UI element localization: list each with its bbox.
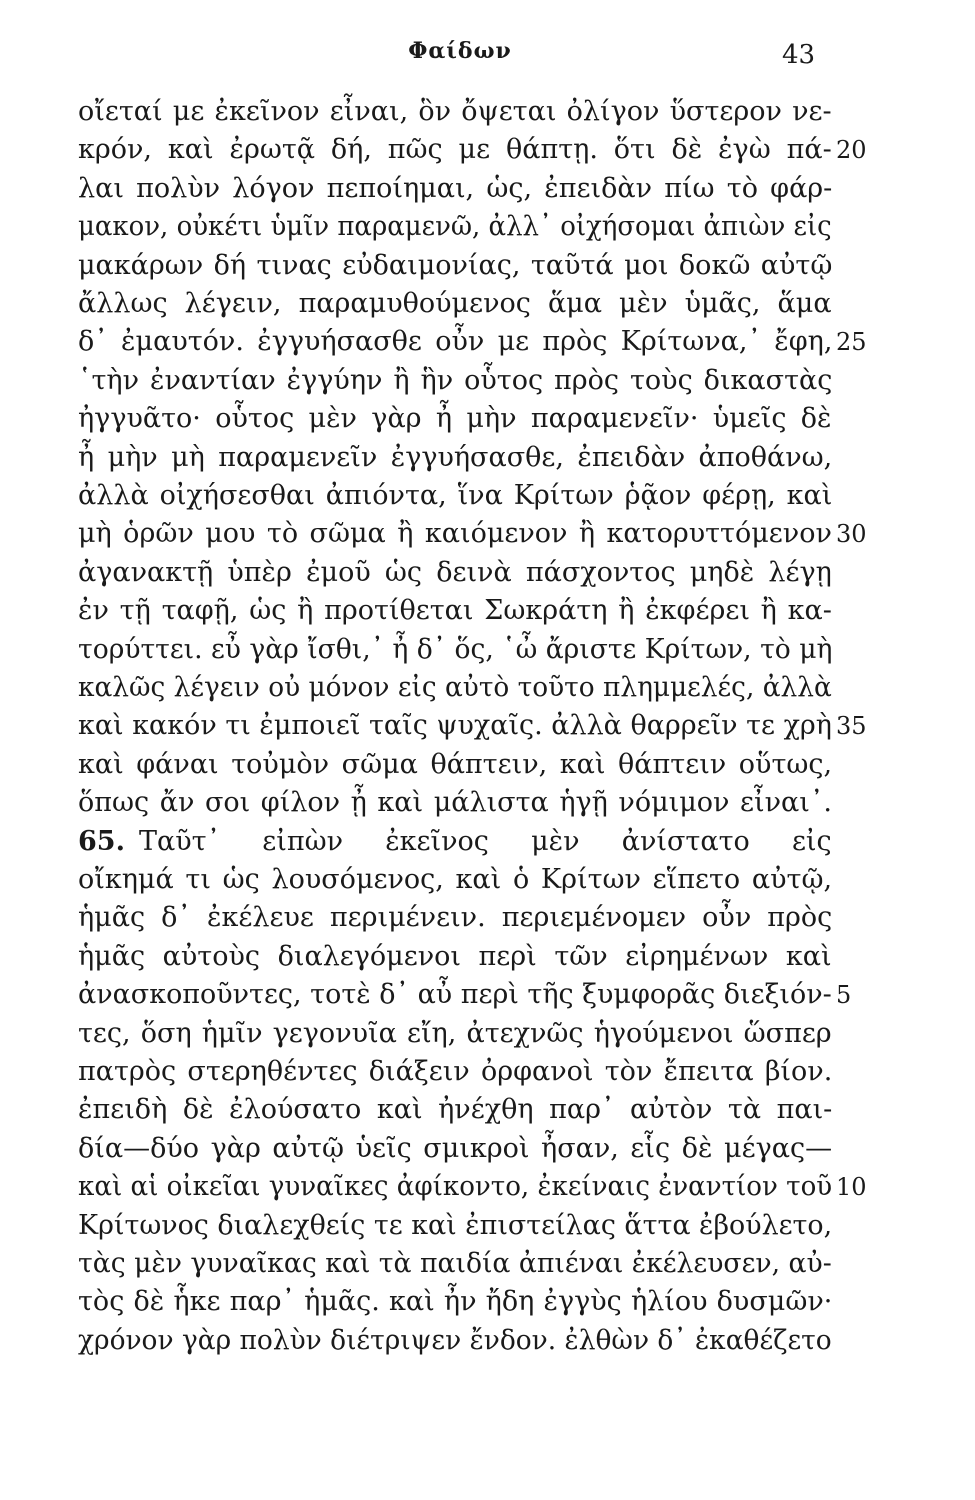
line-text: πατρὸς στερηθέντες διάξειν ὀρφανοὶ τὸν ἔπειτα βίον. xyxy=(78,1056,833,1087)
line-text: χρόνον γὰρ πολὺν διέτριψεν ἔνδον. ἐλθὼν δ᾽ ἐκαθέζετο xyxy=(78,1325,832,1356)
line-text: ἀνασκοποῦντες, τοτὲ δ᾽ αὖ περὶ τῆς ξυμφορᾶς διεξιόν- xyxy=(78,979,832,1010)
text-line xyxy=(78,288,832,320)
line-text: δία—δύο γὰρ αὐτῷ ὑεῖς σμικροὶ ἦσαν, εἷς δὲ μέγας— xyxy=(78,1133,833,1164)
line-text: τὸς δὲ ἧκε παρ᾽ ἡμᾶς. καὶ ἦν ἤδη ἐγγὺς ἡλίου δυσμῶν· xyxy=(78,1286,833,1317)
line-text: μακάρων δή τινας εὐδαιμονίας, ταῦτά μοι δοκῶ αὐτῷ xyxy=(78,250,833,281)
text-line xyxy=(78,902,832,934)
line-text: καὶ αἱ οἰκεῖαι γυναῖκες ἀφίκοντο, ἐκείναις ἐναντίον τοῦ xyxy=(78,1171,833,1202)
line-text: τες, ὅση ἡμῖν γεγονυῖα εἴη, ἀτεχνῶς ἡγούμενοι ὥσπερ xyxy=(78,1018,832,1049)
line-text: μὴ ὁρῶν μου τὸ σῶμα ἢ καιόμενον ἢ κατορυττόμενον xyxy=(78,518,832,549)
text-line xyxy=(78,710,832,742)
line-text: οἴεταί με ἐκεῖνον εἶναι, ὃν ὄψεται ὀλίγον ὕστερον νε- xyxy=(78,96,832,127)
text-line xyxy=(78,442,832,474)
line-text: τὰς μὲν γυναῖκας καὶ τὰ παιδία ἀπιέναι ἐκέλευσεν, αὐ- xyxy=(78,1248,832,1279)
text-line xyxy=(78,134,832,166)
text-line xyxy=(78,1210,832,1242)
margin-line-number: 35 xyxy=(836,712,867,740)
margin-line-number: 20 xyxy=(836,136,867,164)
text-line xyxy=(78,211,832,243)
running-header-title: Φαίδων xyxy=(408,38,512,64)
text-line xyxy=(78,826,832,858)
line-text: ἄλλως λέγειν, παραμυθούμενος ἅμα μὲν ὑμᾶς, ἅμα xyxy=(78,288,832,319)
page-number: 43 xyxy=(782,40,816,70)
line-text: ἐν τῇ ταφῇ, ὡς ἢ προτίθεται Σωκράτη ἢ ἐκφέρει ἢ κα- xyxy=(78,595,832,626)
text-line xyxy=(78,1056,832,1088)
text-line xyxy=(78,365,832,397)
text-line xyxy=(78,1133,832,1165)
text-line xyxy=(78,595,832,627)
text-line xyxy=(78,518,832,550)
margin-line-number: 30 xyxy=(836,520,867,548)
text-line xyxy=(78,749,832,781)
text-line xyxy=(78,1325,832,1357)
text-line xyxy=(78,1018,832,1050)
text-line xyxy=(78,1248,832,1280)
line-text: ῾τὴν ἐναντίαν ἐγγύην ἢ ἣν οὗτος πρὸς τοὺς δικαστὰς xyxy=(78,365,833,396)
line-text: οἴκημά τι ὡς λουσόμενος, καὶ ὁ Κρίτων εἵπετο αὐτῷ, xyxy=(78,864,833,895)
margin-line-number: 5 xyxy=(836,981,852,1009)
line-text: καλῶς λέγειν οὐ μόνον εἰς αὐτὸ τοῦτο πλημμελές, ἀλλὰ xyxy=(78,672,832,703)
section-number: 65. xyxy=(78,826,125,857)
text-line xyxy=(78,480,832,512)
line-text: ὅπως ἄν σοι φίλον ᾖ καὶ μάλιστα ἡγῇ νόμιμον εἶναι᾽. xyxy=(78,787,832,818)
text-line xyxy=(78,979,832,1011)
text-line xyxy=(78,1171,832,1203)
line-text: ἠγγυᾶτο· οὗτος μὲν γὰρ ἦ μὴν παραμενεῖν· ὑμεῖς δὲ xyxy=(78,403,832,434)
line-text: Κρίτωνος διαλεχθείς τε καὶ ἐπιστείλας ἅττα ἐβούλετο, xyxy=(78,1210,833,1241)
margin-line-number: 10 xyxy=(836,1173,867,1201)
line-text: ἀλλὰ οἰχήσεσθαι ἀπιόντα, ἵνα Κρίτων ῥᾷον φέρῃ, καὶ xyxy=(78,480,833,511)
text-line xyxy=(78,173,832,205)
text-line xyxy=(78,557,832,589)
text-line xyxy=(78,250,832,282)
text-line xyxy=(78,634,832,666)
text-line xyxy=(78,941,832,973)
text-line xyxy=(78,1286,832,1318)
line-text: δ᾽ ἐμαυτόν. ἐγγυήσασθε οὖν με πρὸς Κρίτωνα,᾽ ἔφη, xyxy=(78,326,833,357)
text-line xyxy=(78,403,832,435)
margin-line-number: 25 xyxy=(836,328,867,356)
line-text: ἡμᾶς αὐτοὺς διαλεγόμενοι περὶ τῶν εἰρημένων καὶ xyxy=(78,941,832,972)
text-line xyxy=(78,1094,832,1126)
text-line xyxy=(78,787,832,819)
line-text: λαι πολὺν λόγον πεποίημαι, ὡς, ἐπειδὰν πίω τὸ φάρ- xyxy=(78,173,833,204)
text-line xyxy=(78,672,832,704)
line-text: ἐπειδὴ δὲ ἐλούσατο καὶ ἠνέχθη παρ᾽ αὐτὸν τὰ παι- xyxy=(78,1094,833,1125)
line-text: Ταῦτ᾽ εἰπὼν ἐκεῖνος μὲν ἀνίστατο εἰς xyxy=(138,826,832,857)
line-text: ἀγανακτῇ ὑπὲρ ἐμοῦ ὡς δεινὰ πάσχοντος μηδὲ λέγῃ xyxy=(78,557,832,588)
line-text: καὶ κακόν τι ἐμποιεῖ ταῖς ψυχαῖς. ἀλλὰ θαρρεῖν τε χρὴ xyxy=(78,710,832,741)
line-text: ἡμᾶς δ᾽ ἐκέλευε περιμένειν. περιεμένομεν οὖν πρὸς xyxy=(78,902,833,933)
text-line xyxy=(78,96,832,128)
line-text: τορύττει. εὖ γὰρ ἴσθι,᾽ ἦ δ᾽ ὅς, ῾ὦ ἄριστε Κρίτων, τὸ μὴ xyxy=(78,634,833,665)
line-text: ἦ μὴν μὴ παραμενεῖν ἐγγυήσασθε, ἐπειδὰν ἀποθάνω, xyxy=(78,442,833,473)
line-text: μακον, οὐκέτι ὑμῖν παραμενῶ, ἀλλ᾽ οἰχήσομαι ἀπιὼν εἰς xyxy=(78,211,832,242)
text-line xyxy=(78,864,832,896)
text-line xyxy=(78,326,832,358)
line-text: κρόν, καὶ ἐρωτᾷ δή, πῶς με θάπτῃ. ὅτι δὲ ἐγὼ πά- xyxy=(78,134,832,165)
line-text: καὶ φάναι τοὐμὸν σῶμα θάπτειν, καὶ θάπτειν οὕτως, xyxy=(78,749,833,780)
